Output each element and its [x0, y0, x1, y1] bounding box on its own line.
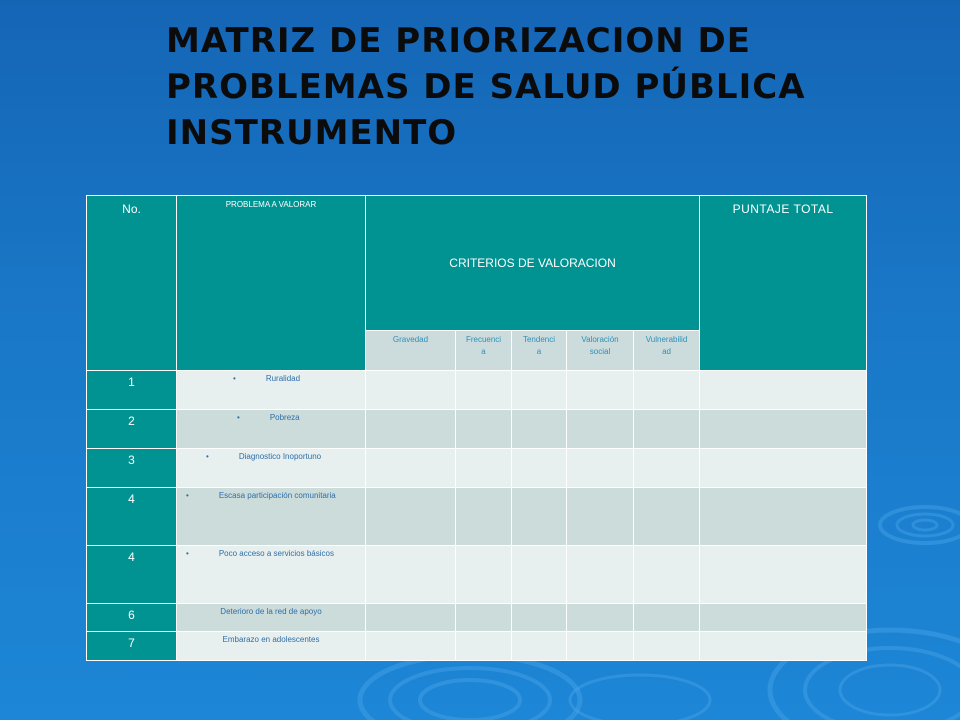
score-cell[interactable]	[456, 371, 512, 410]
score-cell[interactable]	[634, 371, 700, 410]
score-cell[interactable]	[456, 604, 512, 632]
score-cell[interactable]	[567, 449, 634, 488]
row-number: 7	[87, 632, 177, 661]
score-cell[interactable]	[366, 371, 456, 410]
problem-cell	[177, 488, 366, 546]
score-cell[interactable]	[512, 546, 567, 604]
row-number: 4	[87, 546, 177, 604]
score-cell[interactable]	[456, 449, 512, 488]
title-line-1: MATRIZ DE PRIORIZACION DE	[166, 21, 752, 61]
total-cell[interactable]	[700, 604, 867, 632]
score-cell[interactable]	[634, 604, 700, 632]
bullet-icon: •	[233, 374, 236, 383]
score-cell[interactable]	[366, 410, 456, 449]
problem-cell	[177, 371, 366, 410]
header-no: No.	[87, 196, 177, 371]
score-cell[interactable]	[366, 604, 456, 632]
problem-cell	[177, 410, 366, 449]
title-line-2: PROBLEMAS DE SALUD PÚBLICA	[166, 67, 806, 107]
score-cell[interactable]	[512, 488, 567, 546]
criterion-valoracion-social: Valoración social	[567, 331, 634, 371]
score-cell[interactable]	[512, 604, 567, 632]
score-cell[interactable]	[456, 410, 512, 449]
row-number: 4	[87, 488, 177, 546]
score-cell[interactable]	[512, 410, 567, 449]
problem-label: Embarazo en adolescentes	[177, 632, 366, 661]
score-cell[interactable]	[567, 371, 634, 410]
problem-label: Ruralidad	[265, 374, 301, 383]
score-cell[interactable]	[456, 488, 512, 546]
score-cell[interactable]	[512, 632, 567, 661]
problem-label: Pobreza	[269, 413, 300, 422]
problem-cell	[177, 449, 366, 488]
score-cell[interactable]	[456, 632, 512, 661]
table-row	[87, 449, 867, 488]
score-cell[interactable]	[567, 488, 634, 546]
title-line-3: INSTRUMENTO	[166, 113, 458, 153]
total-cell[interactable]	[700, 488, 867, 546]
row-number: 6	[87, 604, 177, 632]
score-cell[interactable]	[366, 632, 456, 661]
total-cell[interactable]	[700, 632, 867, 661]
table-row	[87, 604, 867, 632]
score-cell[interactable]	[366, 449, 456, 488]
criterion-tendencia: Tendenci a	[512, 331, 567, 371]
bullet-icon: •	[186, 491, 189, 500]
score-cell[interactable]	[366, 546, 456, 604]
score-cell[interactable]	[567, 410, 634, 449]
problem-cell	[177, 546, 366, 604]
header-puntaje-total: PUNTAJE TOTAL	[700, 196, 867, 371]
bullet-icon: •	[206, 452, 209, 461]
total-cell[interactable]	[700, 371, 867, 410]
problem-label: Poco acceso a servicios básicos	[218, 549, 334, 558]
total-cell[interactable]	[700, 546, 867, 604]
score-cell[interactable]	[634, 546, 700, 604]
score-cell[interactable]	[567, 604, 634, 632]
score-cell[interactable]	[456, 546, 512, 604]
row-number: 1	[87, 371, 177, 410]
table-row	[87, 488, 867, 546]
row-number: 2	[87, 410, 177, 449]
table-row	[87, 632, 867, 661]
table-row	[87, 410, 867, 449]
slide-title	[166, 18, 926, 156]
total-cell[interactable]	[700, 410, 867, 449]
table-row	[87, 546, 867, 604]
score-cell[interactable]	[634, 488, 700, 546]
problem-label: Diagnostico Inoportuno	[238, 452, 322, 461]
header-criterios: CRITERIOS DE VALORACION	[366, 196, 700, 331]
score-cell[interactable]	[634, 410, 700, 449]
problem-label: Deterioro de la red de apoyo	[177, 604, 366, 632]
score-cell[interactable]	[366, 488, 456, 546]
score-cell[interactable]	[634, 632, 700, 661]
table-row	[87, 371, 867, 410]
total-cell[interactable]	[700, 449, 867, 488]
score-cell[interactable]	[567, 546, 634, 604]
criterion-frecuencia: Frecuenci a	[456, 331, 512, 371]
problem-label: Escasa participación comunitaria	[218, 491, 336, 500]
prioritization-matrix-table	[86, 195, 867, 661]
score-cell[interactable]	[512, 371, 567, 410]
score-cell[interactable]	[634, 449, 700, 488]
criterion-gravedad: Gravedad	[366, 331, 456, 371]
header-problema: PROBLEMA A VALORAR	[177, 196, 366, 371]
bullet-icon: •	[186, 549, 189, 558]
row-number: 3	[87, 449, 177, 488]
criterion-vulnerabilidad: Vulnerabilid ad	[634, 331, 700, 371]
bullet-icon: •	[237, 413, 240, 422]
score-cell[interactable]	[512, 449, 567, 488]
score-cell[interactable]	[567, 632, 634, 661]
